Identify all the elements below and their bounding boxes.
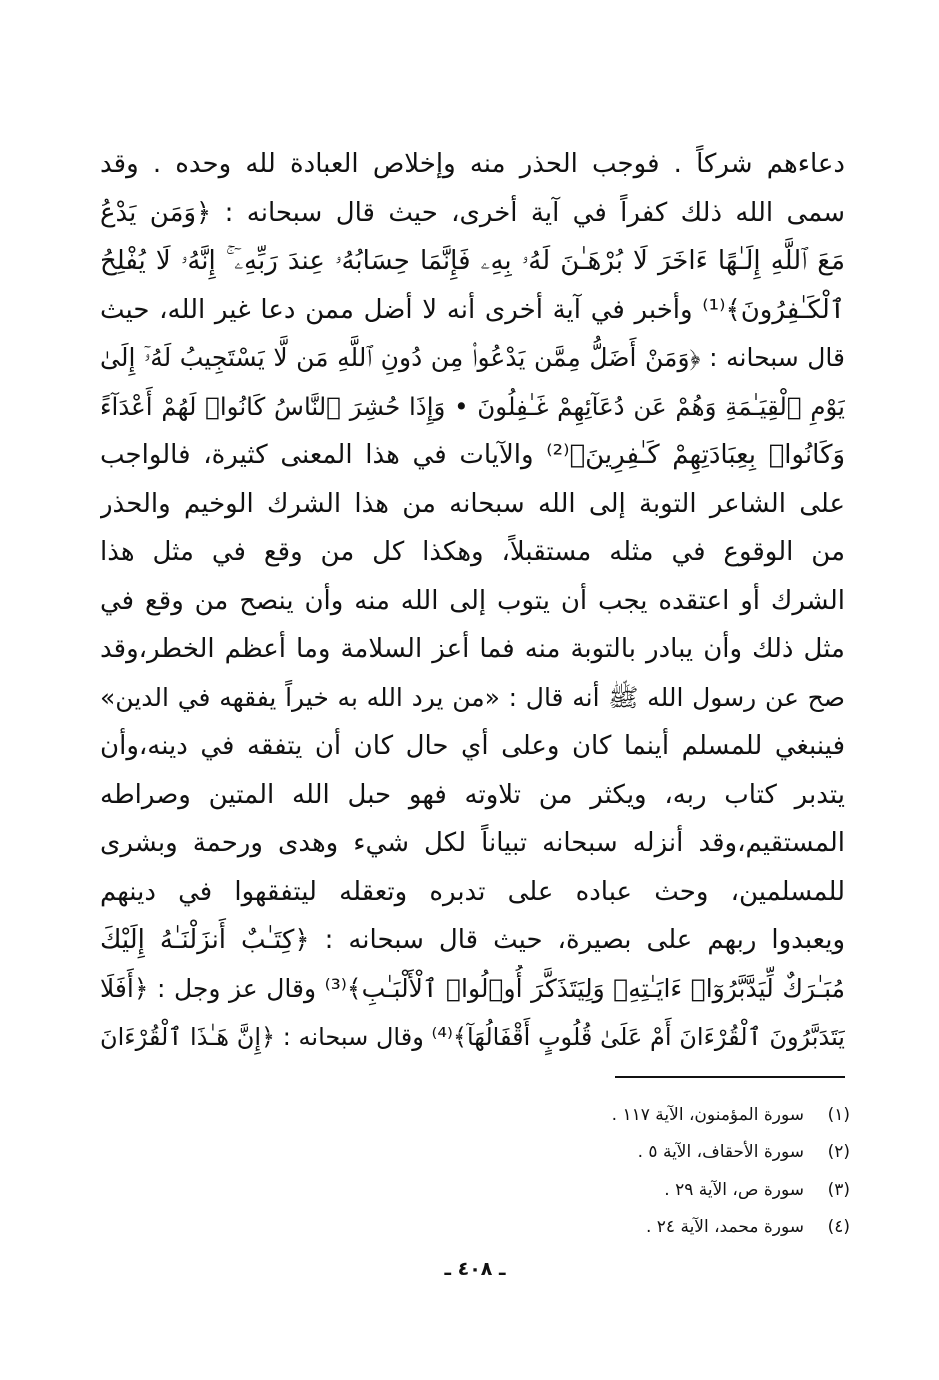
text-line: مثل ذلك وأن يبادر بالتوبة منه فما أعز السلامة وما أعظم الخطر،وقد (100, 634, 845, 664)
text-line: يَوْمِ ٱلْقِيَـٰمَةِ وَهُمْ عَن دُعَآئِهِمْ غَـٰفِلُونَ • وَإِذَا حُشِرَ ٱلنَّاسُ كَانُوا۟ لَهُمْ أَعْدَآءً (100, 391, 845, 421)
footnote-text: سورة محمد، الآية ٢٤ . (645, 1217, 804, 1238)
text-line: للمسلمين، وحث عباده على تدبره وتعقله ليتفقهوا في دينهم (100, 876, 845, 907)
text-line: المستقيم،وقد أنزله سبحانه تبياناً لكل شيء وهدى ورحمة وبشرى (100, 828, 845, 858)
footnote-item (480, 1096, 850, 1134)
text-line: يَتَدَبَّرُونَ ٱلْقُرْءَانَ أَمْ عَلَىٰ قُلُوبٍ أَقْفَالُهَآ﴾⁽⁴⁾ وقال سبحانه : ﴿إِنَّ هَـٰذَا ٱلْقُرْءَانَ (100, 1023, 845, 1051)
text-line: ٱلْكَـٰفِرُونَ﴾⁽¹⁾ وأخبر في آية أخرى أنه لا أضل ممن دعا غير الله، حيث (100, 294, 845, 325)
page-number: ـ ٤٠٨ ـ (444, 1258, 506, 1280)
text-line: قال سبحانه : ﴿وَمَنْ أَضَلُّ مِمَّن يَدْعُوا۟ مِن دُونِ ٱللَّهِ مَن لَّا يَسْتَجِيبُ لَهُۥٓ إِلَىٰ (100, 343, 845, 372)
text-line: دعاءهم شركاً . فوجب الحذر منه وإخلاص العبادة لله وحده . وقد (100, 149, 845, 179)
body-text (100, 140, 845, 1062)
text-line: الشرك أو اعتقده يجب أن يتوب إلى الله منه وأن ينصح من وقع في (100, 585, 845, 616)
text-line: سمى الله ذلك كفراً في آية أخرى، حيث قال سبحانه : ﴿وَمَن يَدْعُ (100, 197, 845, 228)
text-line: من الوقوع في مثله مستقبلاً، وهكذا كل من وقع في مثل هذا (100, 537, 845, 567)
footnote-item (480, 1134, 850, 1172)
text-line: صح عن رسول الله ﷺ أنه قال : «من يرد الله به خيراً يفقهه في الدين» (100, 682, 845, 712)
footnote-number: (٤) (827, 1217, 850, 1238)
footnote-item (480, 1171, 850, 1209)
text-line: يتدبر كتاب ربه، ويكثر من تلاوته فهو حبل الله المتين وصراطه (100, 779, 845, 810)
footnote-text: سورة ص، الآية ٢٩ . (664, 1179, 804, 1200)
footnote-number: (٣) (827, 1179, 850, 1200)
footnote-number: (٢) (827, 1142, 850, 1163)
footnote-text: سورة الأحقاف، الآية ٥ . (637, 1142, 804, 1163)
text-line: مُبَـٰرَكٌ لِّيَدَّبَّرُوٓا۟ ءَايَـٰتِهِۦ وَلِيَتَذَكَّرَ أُو۟لُوا۟ ٱلْأَلْبَـٰبِ﴾⁽³⁾ وقال عز وجل : ﴿أَفَلَا (100, 973, 845, 1003)
text-line: مَعَ ٱللَّهِ إِلَـٰهًا ءَاخَرَ لَا بُرْهَـٰنَ لَهُۥ بِهِۦ فَإِنَّمَا حِسَابُهُۥ عِندَ رَبِّهِۦٓ ۚ إِنَّهُۥ لَا يُفْلِحُ (100, 246, 845, 276)
text-line: فينبغي للمسلم أينما كان وعلى أي حال كان أن يتفقه في دينه،وأن (100, 731, 845, 761)
text-line: على الشاعر التوبة إلى الله سبحانه من هذا الشرك الوخيم والحذر (100, 488, 845, 519)
footnote-number: (١) (827, 1104, 850, 1125)
text-line: وَكَانُوا۟ بِعِبَادَتِهِمْ كَـٰفِرِينَ﴾⁽²⁾ والآيات في هذا المعنى كثيرة، فالواجب (100, 440, 845, 470)
footnotes (480, 1096, 850, 1246)
footnote-item (480, 1209, 850, 1247)
text-line: ويعبدوا ربهم على بصيرة، حيث قال سبحانه : ﴿كِتَـٰبٌ أَنزَلْنَـٰهُ إِلَيْكَ (100, 925, 845, 955)
footnote-text: سورة المؤمنون، الآية ١١٧ . (611, 1104, 804, 1125)
footnote-separator (615, 1076, 845, 1078)
